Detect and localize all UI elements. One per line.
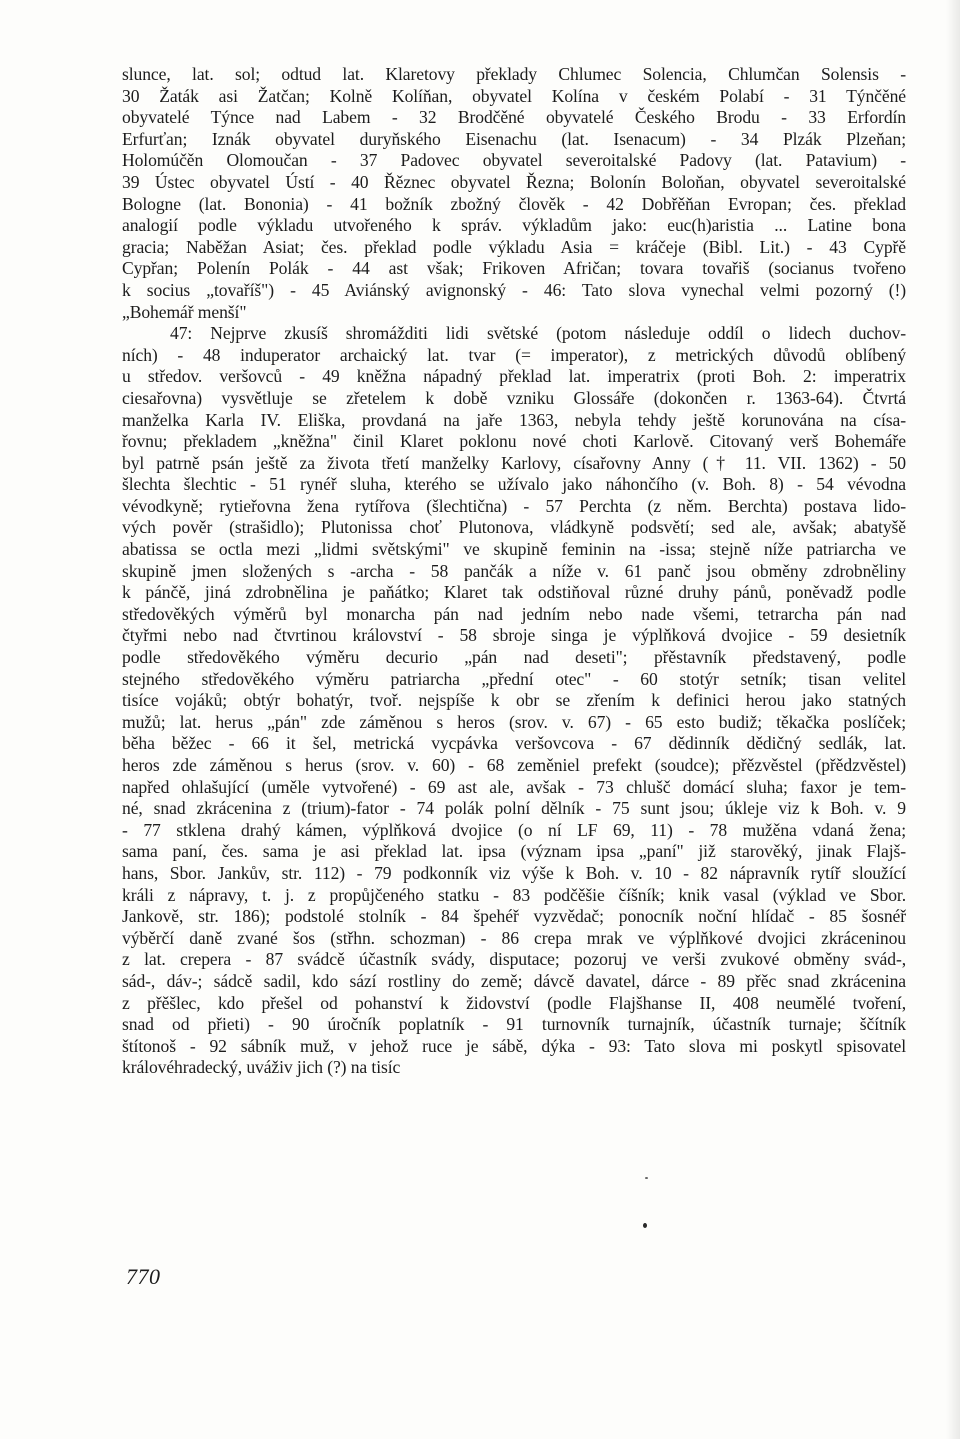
text-line: - 77 stklena drahý kámen, výplňková dvojice (o ní LF 69, 11) - 78 mužěna vdaná žena;: [122, 819, 906, 840]
text-line: z přěšlec, kdo přešel od pohanství k židovství (podle Flajšhanse II, 408 neumělé tvoření,: [122, 992, 906, 1013]
text-line: skupině jmen složených s -archa - 58 pančák a níže v. 61 panč jsou obměny zdrobněliny: [122, 560, 906, 581]
text-line: Holomúčěn Olomoučan - 37 Padovec obyvatel severoitalské Padovy (lat. Patavium) -: [122, 150, 906, 171]
text-line: u středov. veršovců - 49 kněžna nápadný překlad lat. imperatrix (proti Boh. 2: imperatrix: [122, 366, 906, 387]
text-line: sama paní, čes. sama je asi překlad lat. ipsa (význam ipsa „paní" již starověký, jinak Flajš-: [122, 841, 906, 862]
text-line: tisíce vojáků; obtýr bohatýr, tvoř. nejspíše k obr se zřením k definici herou jako statných: [122, 690, 906, 711]
text-line: byl patrně psán ještě za života třetí manželky Karlovy, císařovny Anny († 11. VII. 1362) - 50: [122, 452, 906, 473]
text-line: analogií podle výkladu utvořeného k správ. výkladům jako: euc(h)aristia ... Latine bona: [122, 215, 906, 236]
page-number: 770: [126, 1264, 161, 1289]
text-line: ních) - 48 induperator archaický lat. tvar (= imperator), z metrických důvodů oblíbený: [122, 344, 906, 365]
text-line: podle středověkého výměru decurio „pán nad deseti"; přěstavník představený, podle: [122, 647, 906, 668]
text-line: hans, Sbor. Jankův, str. 112) - 79 podkonník viz výše k Boh. v. 10 - 82 nápravník rytíř sloužící: [122, 862, 906, 883]
text-line: šlechta šlechtic - 51 rynéř sluha, kterého se užívalo jako náhončího (v. Boh. 8) - 54 vévodna: [122, 474, 906, 495]
body-text: [122, 64, 906, 1079]
text-line: k pánčě, jiná zdrobnělina je paňátko; Klaret tak odstiňoval různé druhy pánů, poněvadž podle: [122, 582, 906, 603]
text-line: čtyřmi nebo nad čtvrtinou království - 58 sbroje singa je výplňková dvojice - 59 desietník: [122, 625, 906, 646]
text-line: vých pověr (strašidlo); Plutonissa choť Plutonova, vládkyně podsvětí; sed ale, avšak; abatyšě: [122, 517, 906, 538]
text-line: stejného středověkého výměru patriarcha „přední otec" - 60 stotýr setník; tisan velitel: [122, 668, 906, 689]
text-line: gracia; Naběžan Asiat; čes. překlad podle výkladu Asia = kráčeje (Bibl. Lit.) - 43 Cypřě: [122, 236, 906, 257]
page-edge-shadow: [946, 0, 960, 1439]
text-line: 30 Žaták asi Žatčan; Kolně Kolíňan, obyvatel Kolína v českém Polabí - 31 Týnčěné: [122, 85, 906, 106]
text-line: sád-, dáv-; sádcě sadil, kdo sází rostliny do země; dávcě davatel, dárce - 89 přěc snad zkrácenina: [122, 970, 906, 991]
text-line: heros zde záměnou s herus (srov. v. 60) - 68 zeměniel prefekt (soudce); přězvěstel (přědzvěstel): [122, 755, 906, 775]
text-line: snad od přieti) - 90 úročník poplatník - 91 turnovník turnajník, účastník turnaje; ščítník: [122, 1014, 906, 1035]
scan-speck: [643, 1223, 647, 1228]
text-line: středověkých výměrů byl monarcha pán nad jedním nebo nade všemi, tetrarcha pán nad: [122, 603, 906, 624]
text-line: králi z nápravy, t. j. z propůjčeného statku - 83 podčěšie číšník; knik vasal (výklad ve Sbor.: [122, 884, 906, 905]
text-line: 39 Ústec obyvatel Ústí - 40 Řěznec obyvatel Řezna; Bolonín Boloňan, obyvatel severoitalské: [122, 171, 906, 192]
text-line: napřed ohlašující (uměle vytvořené) - 69 ast ale, avšak - 73 chlušč domácí sluha; faxor je tem-: [122, 776, 906, 797]
text-line: 47: Nejprve zkusíš shromážditi lidi světské (potom následuje oddíl o lidech duchov-: [170, 323, 906, 344]
text-line: vévodkyně; rytieřovna žena rytířova (šlechtična) - 57 Perchta (z něm. Berchta) postava lido-: [122, 495, 906, 516]
text-line: řovnu; překladem „kněžna" činil Klaret poklonu nové choti Karlově. Citovaný verš Bohemáře: [122, 431, 906, 452]
text-line: Erfurťan; Iznák obyvatel duryňského Eisenachu (lat. Isenacum) - 34 Plzák Plzeňan;: [122, 128, 906, 149]
text-line: slunce, lat. sol; odtud lat. Klaretovy překlady Chlumec Solencia, Chlumčan Solensis -: [122, 64, 906, 84]
text-line: z lat. crepera - 87 svádcě účastník svády, disputace; pozoruj ve verši zvukové obměny svád-,: [122, 949, 906, 970]
text-line: štítonoš - 92 sábník muž, v jehož ruce je sábě, dýka - 93: Tato slova mi poskytl spisovatel: [122, 1035, 906, 1056]
text-line: výběrčí daně zvané šos (střhn. schozman) - 86 crepa mrak ve výplňkové dvojici zkráceninou: [122, 927, 906, 948]
text-line: Cypřan; Polenín Polák - 44 ast však; Frikoven Afričan; tovara tovařiš (socianus tvořeno: [122, 258, 906, 279]
text-line: manželka Karla IV. Eliška, provdaná na jaře 1363, nebyla tehdy ještě korunována na císa-: [122, 409, 906, 430]
text-line: né, snad zkrácenina z (trium)-fator - 74 polák polní dělník - 75 sunt jsou; úkleje viz k Boh. v. 9: [122, 798, 906, 819]
text-line: Bologne (lat. Bononia) - 41 božník zbožný člověk - 42 Dobřěňan Evropan; čes. překlad: [122, 193, 906, 214]
text-line: ciesařovna) vysvětluje se zřetelem k době vzniku Glossáře (dokončen r. 1363-64). Čtvrtá: [122, 387, 906, 408]
text-line: „Bohemář menší": [122, 301, 247, 322]
scan-speck: [645, 1177, 648, 1179]
text-line: abatissa se octla mezi „lidmi světskými" ve skupině feminin na -issa; stejně níže patriarcha ve: [122, 539, 906, 560]
text-line: královéhradecký, uváživ jich (?) na tisíc: [122, 1057, 401, 1078]
text-line: obyvatelé Týnce nad Labem - 32 Brodčěné obyvatelé Českého Brodu - 33 Erfordín: [122, 107, 906, 128]
text-line: mužů; lat. herus „pán" zde záměnou s heros (srov. v. 67) - 65 esto budiž; těkačka poslíček;: [122, 711, 906, 732]
text-line: Jankově, str. 186); podstolé stolník - 84 špehéř vyzvědač; ponocník noční hlídač - 85 šosnéř: [122, 906, 906, 927]
text-line: běha běžec - 66 it šel, metrická vycpávka veršovcova - 67 dědinník dědičný sedlák, lat.: [122, 733, 906, 754]
text-line: k socius „tovaříš") - 45 Aviánský avignonský - 46: Tato slova vynechal velmi pozorný (!): [122, 279, 906, 300]
